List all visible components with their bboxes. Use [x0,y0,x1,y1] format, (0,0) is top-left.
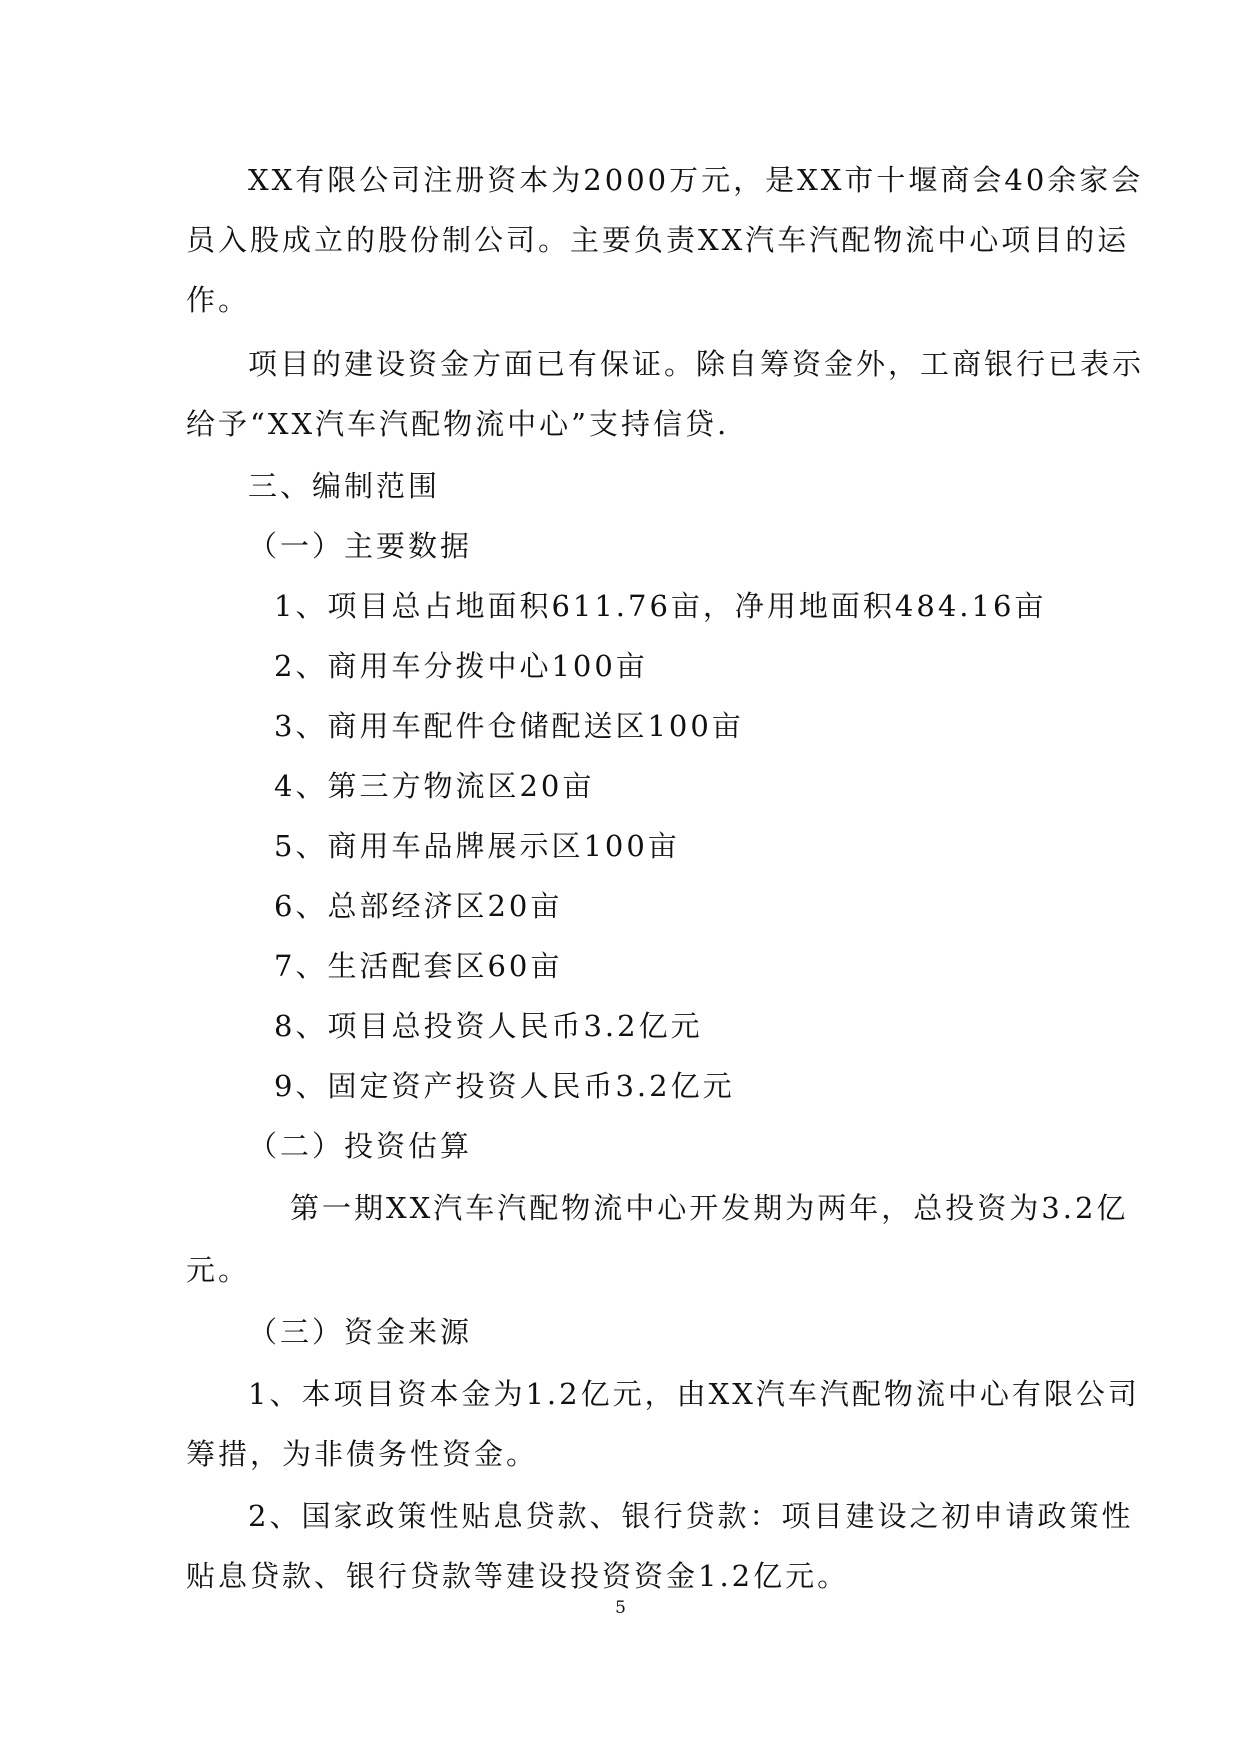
paragraph-2-line-1: 项目的建设资金方面已有保证。除自筹资金外，工商银行已表示 [248,347,1145,381]
section-heading: 三、编制范围 [248,469,441,503]
list-item: 2、商用车分拨中心100亩 [274,649,648,683]
list-item: 4、第三方物流区20亩 [274,769,595,803]
paragraph-2-line-2: 给予“XX汽车汽配物流中心”支持信贷. [186,407,730,441]
paragraph-1-line-3: 作。 [186,283,251,317]
list-item: 3、商用车配件仓储配送区100亩 [274,709,744,743]
investment-estimate-line-2: 元。 [186,1253,251,1287]
paragraph-1-line-1: XX有限公司注册资本为2000万元，是XX市十堰商会40余家会 [248,163,1144,197]
list-item: 1、项目总占地面积611.76亩，净用地面积484.16亩 [274,589,1047,623]
subsection-heading-investment-estimate: （二）投资估算 [248,1129,473,1163]
list-item: 9、固定资产投资人民币3.2亿元 [274,1069,735,1103]
subsection-heading-main-data: （一）主要数据 [248,529,473,563]
list-item: 5、商用车品牌展示区100亩 [274,829,680,863]
subsection-heading-funding-source: （三）资金来源 [248,1315,473,1349]
paragraph-1-line-2: 员入股成立的股份制公司。主要负责XX汽车汽配物流中心项目的运 [186,223,1130,257]
funding-item-1-line-1: 1、本项目资本金为1.2亿元，由XX汽车汽配物流中心有限公司 [248,1377,1140,1411]
list-item: 7、生活配套区60亩 [274,949,563,983]
investment-estimate-line-1: 第一期XX汽车汽配物流中心开发期为两年，总投资为3.2亿 [290,1191,1129,1225]
list-item: 8、项目总投资人民币3.2亿元 [274,1009,703,1043]
funding-item-2-line-1: 2、国家政策性贴息贷款、银行贷款：项目建设之初申请政策性 [248,1499,1134,1533]
funding-item-1-line-2: 筹措，为非债务性资金。 [186,1437,539,1471]
list-item: 6、总部经济区20亩 [274,889,563,923]
funding-item-2-line-2: 贴息贷款、银行贷款等建设投资资金1.2亿元。 [186,1559,850,1593]
page-number: 5 [615,1598,626,1618]
